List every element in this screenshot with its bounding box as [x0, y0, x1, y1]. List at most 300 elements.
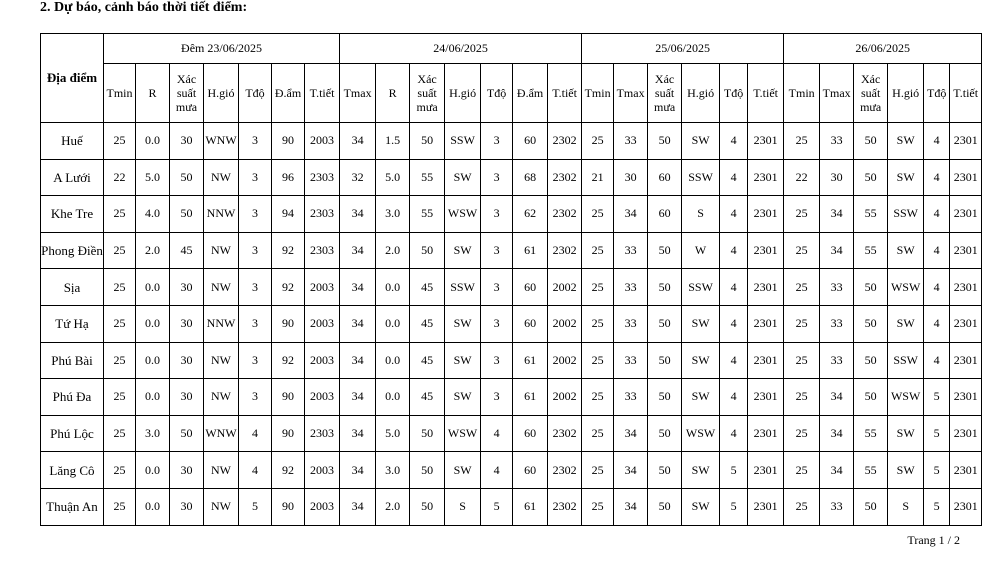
- table-cell: 2301: [748, 159, 784, 196]
- table-cell: 25: [784, 415, 820, 452]
- table-row: [41, 305, 982, 342]
- table-cell: NW: [204, 379, 239, 416]
- location-cell: Phong Điền: [41, 232, 104, 269]
- table-cell: 2301: [950, 123, 982, 160]
- table-cell: 45: [410, 342, 445, 379]
- table-cell: 2301: [950, 452, 982, 489]
- column-header: R: [376, 64, 410, 123]
- column-header: T.tiết: [305, 64, 340, 123]
- column-header: Tmin: [784, 64, 820, 123]
- table-cell: 3: [481, 123, 513, 160]
- table-cell: 30: [170, 305, 204, 342]
- table-cell: 25: [582, 232, 614, 269]
- table-cell: 21: [582, 159, 614, 196]
- column-header: Tmax: [614, 64, 648, 123]
- location-cell: Tứ Hạ: [41, 305, 104, 342]
- table-cell: 2301: [748, 305, 784, 342]
- table-cell: 4: [924, 196, 950, 233]
- table-cell: 92: [272, 269, 305, 306]
- table-cell: 2002: [548, 342, 582, 379]
- table-cell: 92: [272, 232, 305, 269]
- table-cell: SW: [888, 159, 924, 196]
- table-cell: 0.0: [136, 123, 170, 160]
- table-cell: 25: [104, 305, 136, 342]
- table-cell: 0.0: [376, 342, 410, 379]
- table-cell: 45: [410, 269, 445, 306]
- table-cell: 5: [720, 488, 748, 525]
- table-cell: SW: [682, 379, 720, 416]
- table-cell: 2302: [548, 452, 582, 489]
- table-cell: 50: [648, 269, 682, 306]
- table-cell: SW: [888, 305, 924, 342]
- table-cell: 2301: [748, 452, 784, 489]
- table-cell: 3: [481, 232, 513, 269]
- location-cell: Huế: [41, 123, 104, 160]
- table-cell: 2003: [305, 269, 340, 306]
- table-cell: SW: [445, 342, 481, 379]
- table-cell: S: [445, 488, 481, 525]
- table-cell: 61: [513, 488, 548, 525]
- table-cell: 2003: [305, 342, 340, 379]
- table-cell: 25: [582, 269, 614, 306]
- table-cell: 4: [924, 123, 950, 160]
- table-cell: 2302: [548, 488, 582, 525]
- column-header: Tđộ: [720, 64, 748, 123]
- column-header: Tmin: [582, 64, 614, 123]
- table-cell: 4: [720, 305, 748, 342]
- table-cell: 3: [481, 342, 513, 379]
- column-header: H.gió: [445, 64, 481, 123]
- table-cell: 33: [614, 232, 648, 269]
- table-cell: 25: [582, 342, 614, 379]
- table-cell: 4: [924, 159, 950, 196]
- section-heading: 2. Dự báo, cảnh báo thời tiết điểm:: [40, 0, 248, 15]
- table-cell: 2301: [950, 342, 982, 379]
- table-cell: 2302: [548, 123, 582, 160]
- table-cell: 50: [410, 415, 445, 452]
- table-cell: 50: [170, 196, 204, 233]
- table-cell: NNW: [204, 305, 239, 342]
- table-cell: WNW: [204, 123, 239, 160]
- table-cell: 34: [340, 123, 376, 160]
- table-cell: 34: [820, 232, 854, 269]
- table-cell: 25: [104, 342, 136, 379]
- table-cell: WSW: [682, 415, 720, 452]
- table-cell: 50: [648, 305, 682, 342]
- table-cell: 0.0: [376, 269, 410, 306]
- table-cell: 3: [481, 269, 513, 306]
- table-cell: 50: [854, 159, 888, 196]
- table-cell: 0.0: [136, 488, 170, 525]
- location-cell: Phú Lộc: [41, 415, 104, 452]
- table-cell: 2003: [305, 379, 340, 416]
- location-cell: Phú Bài: [41, 342, 104, 379]
- table-cell: 30: [170, 123, 204, 160]
- table-cell: 25: [784, 305, 820, 342]
- table-row: [41, 159, 982, 196]
- table-cell: 25: [784, 232, 820, 269]
- table-cell: 4: [924, 232, 950, 269]
- table-cell: 3.0: [136, 415, 170, 452]
- table-cell: 25: [104, 452, 136, 489]
- table-cell: 2301: [748, 232, 784, 269]
- table-row: [41, 269, 982, 306]
- table-cell: 50: [648, 452, 682, 489]
- table-cell: 45: [170, 232, 204, 269]
- table-cell: SW: [445, 305, 481, 342]
- table-cell: 4: [239, 452, 272, 489]
- table-cell: 30: [170, 342, 204, 379]
- table-cell: 50: [854, 342, 888, 379]
- table-cell: 50: [170, 415, 204, 452]
- column-header: Xác suất mưa: [170, 64, 204, 123]
- table-cell: 3: [239, 159, 272, 196]
- table-cell: 4: [239, 415, 272, 452]
- table-cell: 2301: [748, 196, 784, 233]
- table-cell: 0.0: [136, 379, 170, 416]
- table-cell: 30: [170, 379, 204, 416]
- table-cell: 50: [854, 269, 888, 306]
- table-cell: WSW: [445, 196, 481, 233]
- table-cell: 50: [410, 488, 445, 525]
- table-cell: 3.0: [376, 452, 410, 489]
- column-header: Tđộ: [924, 64, 950, 123]
- table-cell: 2.0: [376, 488, 410, 525]
- date-group-header: 24/06/2025: [340, 34, 582, 64]
- table-cell: 55: [854, 452, 888, 489]
- table-cell: NW: [204, 488, 239, 525]
- table-cell: 30: [614, 159, 648, 196]
- table-cell: 34: [340, 415, 376, 452]
- table-cell: 2301: [950, 415, 982, 452]
- table-cell: NW: [204, 232, 239, 269]
- date-group-header: Đêm 23/06/2025: [104, 34, 340, 64]
- table-cell: 2301: [748, 269, 784, 306]
- table-cell: 30: [170, 452, 204, 489]
- table-cell: 90: [272, 123, 305, 160]
- table-cell: 25: [784, 488, 820, 525]
- table-cell: 33: [820, 123, 854, 160]
- table-cell: 96: [272, 159, 305, 196]
- table-cell: 34: [340, 488, 376, 525]
- table-cell: 2302: [548, 159, 582, 196]
- table-cell: 34: [340, 342, 376, 379]
- table-cell: 62: [513, 196, 548, 233]
- table-cell: 55: [854, 196, 888, 233]
- table-cell: SW: [888, 123, 924, 160]
- table-cell: 22: [784, 159, 820, 196]
- table-cell: 0.0: [376, 305, 410, 342]
- date-group-header: 26/06/2025: [784, 34, 982, 64]
- table-cell: 5.0: [376, 415, 410, 452]
- table-cell: 2301: [950, 159, 982, 196]
- table-cell: 30: [820, 159, 854, 196]
- table-cell: 55: [854, 232, 888, 269]
- table-cell: 25: [582, 488, 614, 525]
- table-cell: 2002: [548, 269, 582, 306]
- column-header: Xác suất mưa: [854, 64, 888, 123]
- table-cell: 3: [239, 342, 272, 379]
- location-cell: Sịa: [41, 269, 104, 306]
- table-cell: 33: [820, 269, 854, 306]
- column-header: R: [136, 64, 170, 123]
- table-cell: 5: [924, 452, 950, 489]
- column-header-row: [41, 64, 982, 123]
- table-cell: 92: [272, 452, 305, 489]
- table-cell: 5.0: [376, 159, 410, 196]
- table-cell: 0.0: [136, 342, 170, 379]
- table-cell: SW: [682, 305, 720, 342]
- column-header: Tmin: [104, 64, 136, 123]
- table-cell: SW: [445, 232, 481, 269]
- table-cell: SSW: [888, 342, 924, 379]
- table-cell: 4: [720, 159, 748, 196]
- table-cell: 5: [924, 415, 950, 452]
- table-cell: 4: [720, 269, 748, 306]
- table-cell: 25: [582, 415, 614, 452]
- table-cell: SW: [445, 159, 481, 196]
- table-cell: 2302: [548, 415, 582, 452]
- table-cell: 1.5: [376, 123, 410, 160]
- table-cell: 25: [784, 342, 820, 379]
- table-cell: 25: [104, 488, 136, 525]
- column-header: Tmax: [340, 64, 376, 123]
- table-cell: 92: [272, 342, 305, 379]
- table-cell: 34: [614, 488, 648, 525]
- table-row: [41, 488, 982, 525]
- table-cell: 60: [513, 123, 548, 160]
- table-cell: 2301: [950, 196, 982, 233]
- table-cell: SW: [682, 123, 720, 160]
- table-cell: 2302: [548, 196, 582, 233]
- table-cell: 61: [513, 379, 548, 416]
- table-cell: 5: [924, 488, 950, 525]
- table-cell: 0.0: [136, 452, 170, 489]
- table-cell: 4: [481, 452, 513, 489]
- table-cell: 5: [481, 488, 513, 525]
- table-cell: 50: [648, 232, 682, 269]
- table-cell: 4: [720, 123, 748, 160]
- table-cell: 33: [820, 488, 854, 525]
- table-cell: SW: [445, 452, 481, 489]
- table-cell: NW: [204, 269, 239, 306]
- table-cell: 3: [481, 305, 513, 342]
- table-cell: 22: [104, 159, 136, 196]
- table-row: [41, 452, 982, 489]
- table-cell: 68: [513, 159, 548, 196]
- table-cell: 4.0: [136, 196, 170, 233]
- table-cell: 50: [854, 488, 888, 525]
- table-cell: 55: [410, 159, 445, 196]
- table-cell: 0.0: [376, 379, 410, 416]
- table-cell: 50: [854, 305, 888, 342]
- table-cell: 50: [170, 159, 204, 196]
- location-header: Địa điểm: [41, 34, 104, 123]
- table-cell: 33: [614, 269, 648, 306]
- table-cell: 25: [104, 232, 136, 269]
- table-cell: SW: [682, 488, 720, 525]
- table-cell: 55: [854, 415, 888, 452]
- table-cell: 2301: [950, 305, 982, 342]
- table-cell: 2301: [748, 415, 784, 452]
- table-row: [41, 232, 982, 269]
- table-cell: SW: [682, 452, 720, 489]
- table-cell: 5.0: [136, 159, 170, 196]
- table-cell: 2303: [305, 232, 340, 269]
- table-cell: 25: [104, 123, 136, 160]
- table-cell: SSW: [888, 196, 924, 233]
- table-cell: 4: [720, 379, 748, 416]
- table-cell: 50: [410, 123, 445, 160]
- table-cell: 25: [582, 305, 614, 342]
- table-cell: 60: [513, 415, 548, 452]
- table-cell: 34: [820, 452, 854, 489]
- table-row: [41, 196, 982, 233]
- table-cell: 25: [104, 196, 136, 233]
- table-cell: 3: [239, 269, 272, 306]
- table-cell: 60: [513, 452, 548, 489]
- table-cell: 60: [648, 196, 682, 233]
- table-cell: WNW: [204, 415, 239, 452]
- table-cell: 33: [614, 379, 648, 416]
- column-header: T.tiết: [748, 64, 784, 123]
- table-cell: 2301: [950, 488, 982, 525]
- table-cell: 3: [239, 379, 272, 416]
- table-cell: 5: [239, 488, 272, 525]
- table-cell: 3: [239, 232, 272, 269]
- table-cell: NW: [204, 342, 239, 379]
- column-header: Tmax: [820, 64, 854, 123]
- table-cell: 25: [582, 379, 614, 416]
- table-cell: SSW: [445, 123, 481, 160]
- column-header: T.tiết: [548, 64, 582, 123]
- table-cell: 3: [239, 123, 272, 160]
- table-cell: 34: [614, 452, 648, 489]
- table-cell: 4: [720, 196, 748, 233]
- table-cell: 2002: [548, 379, 582, 416]
- table-cell: 60: [513, 305, 548, 342]
- column-header: Đ.ẩm: [272, 64, 305, 123]
- table-cell: 2301: [748, 342, 784, 379]
- table-cell: 30: [170, 488, 204, 525]
- table-cell: 25: [784, 269, 820, 306]
- table-cell: W: [682, 232, 720, 269]
- table-cell: 90: [272, 415, 305, 452]
- location-cell: Thuận An: [41, 488, 104, 525]
- table-cell: 2301: [950, 269, 982, 306]
- table-cell: 34: [340, 452, 376, 489]
- table-cell: 33: [614, 305, 648, 342]
- table-cell: 33: [614, 342, 648, 379]
- table-cell: WSW: [888, 269, 924, 306]
- table-cell: 2302: [548, 232, 582, 269]
- table-cell: 4: [924, 305, 950, 342]
- table-cell: 61: [513, 342, 548, 379]
- table-cell: 0.0: [136, 269, 170, 306]
- table-cell: NNW: [204, 196, 239, 233]
- table-cell: 50: [854, 379, 888, 416]
- page-number: Trang 1 / 2: [907, 533, 960, 547]
- table-cell: WSW: [888, 379, 924, 416]
- table-cell: SSW: [682, 159, 720, 196]
- table-cell: 3: [481, 196, 513, 233]
- table-cell: 50: [854, 123, 888, 160]
- table-cell: 3.0: [376, 196, 410, 233]
- table-row: [41, 123, 982, 160]
- table-cell: 90: [272, 488, 305, 525]
- table-cell: 4: [924, 342, 950, 379]
- table-cell: 2301: [748, 123, 784, 160]
- table-cell: 94: [272, 196, 305, 233]
- table-cell: 34: [820, 196, 854, 233]
- date-group-header: 25/06/2025: [582, 34, 784, 64]
- table-cell: SSW: [682, 269, 720, 306]
- table-cell: 2002: [548, 305, 582, 342]
- table-cell: 4: [720, 232, 748, 269]
- table-cell: 2303: [305, 159, 340, 196]
- table-cell: SW: [682, 342, 720, 379]
- column-header: Tđộ: [239, 64, 272, 123]
- column-header: H.gió: [204, 64, 239, 123]
- table-cell: 2301: [950, 379, 982, 416]
- table-cell: 50: [648, 342, 682, 379]
- location-cell: A Lưới: [41, 159, 104, 196]
- table-cell: 3: [481, 379, 513, 416]
- table-cell: 34: [340, 269, 376, 306]
- column-header: Đ.ẩm: [513, 64, 548, 123]
- table-cell: 50: [648, 415, 682, 452]
- location-cell: Khe Tre: [41, 196, 104, 233]
- table-cell: 3: [239, 196, 272, 233]
- table-cell: 33: [820, 305, 854, 342]
- table-cell: 2303: [305, 415, 340, 452]
- column-header: T.tiết: [950, 64, 982, 123]
- table-cell: 4: [720, 415, 748, 452]
- table-cell: 34: [820, 379, 854, 416]
- table-cell: 34: [340, 196, 376, 233]
- table-cell: 3: [481, 159, 513, 196]
- table-row: [41, 415, 982, 452]
- table-cell: SW: [888, 232, 924, 269]
- table-cell: 34: [820, 415, 854, 452]
- table-cell: 2301: [748, 488, 784, 525]
- table-cell: SW: [888, 415, 924, 452]
- table-cell: 34: [340, 305, 376, 342]
- table-cell: 34: [614, 196, 648, 233]
- table-cell: 25: [784, 196, 820, 233]
- table-cell: S: [888, 488, 924, 525]
- table-cell: 2.0: [376, 232, 410, 269]
- table-cell: 2003: [305, 123, 340, 160]
- table-cell: 25: [784, 379, 820, 416]
- table-cell: 3: [239, 305, 272, 342]
- table-cell: SW: [445, 379, 481, 416]
- table-body: [41, 123, 982, 526]
- table-cell: 25: [784, 123, 820, 160]
- table-cell: NW: [204, 159, 239, 196]
- table-cell: 0.0: [136, 305, 170, 342]
- table-cell: 60: [513, 269, 548, 306]
- table-cell: 30: [170, 269, 204, 306]
- table-cell: 4: [720, 342, 748, 379]
- table-cell: 60: [648, 159, 682, 196]
- table-cell: NW: [204, 452, 239, 489]
- table-cell: 90: [272, 305, 305, 342]
- table-cell: 25: [582, 123, 614, 160]
- table-cell: 2.0: [136, 232, 170, 269]
- table-cell: 55: [410, 196, 445, 233]
- table-cell: 25: [582, 196, 614, 233]
